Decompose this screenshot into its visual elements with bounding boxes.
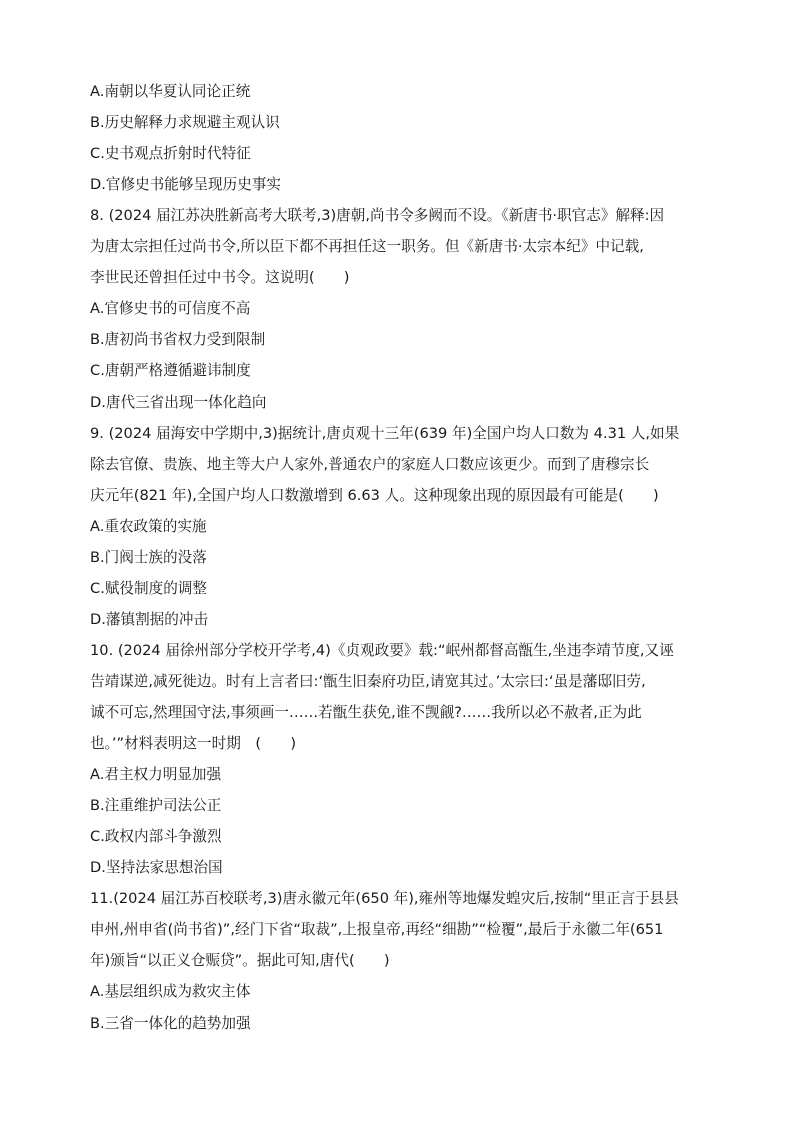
answer-option: B.历史解释力求规避主观认识 [90, 114, 280, 131]
question-stem-line: 9. (2024 届海安中学期中,3)据统计,唐贞观十三年(639 年)全国户均人口数为 4.31 人,如果 [90, 425, 680, 442]
answer-option: D.官修史书能够呈现历史事实 [90, 176, 282, 193]
question-stem-line: 10. (2024 届徐州部分学校开学考,4)《贞观政要》载:“岷州都督高甑生,坐违李靖节度,又诬 [90, 642, 674, 659]
answer-option: D.藩镇割据的冲击 [90, 611, 209, 628]
answer-option: B.唐初尚书省权力受到限制 [90, 331, 266, 348]
answer-option: A.基层组织成为救灾主体 [90, 983, 251, 1000]
answer-option: A.南朝以华夏认同论正统 [90, 83, 251, 100]
answer-option: C.唐朝严格遵循避讳制度 [90, 362, 251, 379]
answer-option: A.官修史书的可信度不高 [90, 300, 251, 317]
question-stem-line: 诚不可忘,然理国守法,事须画一……若甑生获免,谁不觊觎?……我所以必不赦者,正为此 [90, 704, 642, 721]
answer-option: D.唐代三省出现一体化趋向 [90, 394, 267, 411]
answer-option: B.门阀士族的没落 [90, 549, 207, 566]
answer-option: B.三省一体化的趋势加强 [90, 1015, 251, 1032]
question-stem-line: 年)颁旨“以正义仓赈贷”。据此可知,唐代( ) [90, 952, 390, 969]
answer-option: B.注重维护司法公正 [90, 797, 222, 814]
question-stem-line: 8. (2024 届江苏决胜新高考大联考,3)唐朝,尚书令多阙而不设。《新唐书·职官志》解释:因 [90, 207, 665, 224]
question-stem-line: 告靖谋逆,减死徙边。时有上言者曰:‘甑生旧秦府功臣,请宽其过。’太宗曰:‘虽是藩邸旧劳, [90, 673, 646, 690]
answer-option: C.史书观点折射时代特征 [90, 145, 251, 162]
question-stem-line: 除去官僚、贵族、地主等大户人家外,普通农户的家庭人口数应该更少。而到了唐穆宗长 [90, 456, 650, 473]
answer-option: C.赋役制度的调整 [90, 580, 207, 597]
question-stem-line: 11.(2024 届江苏百校联考,3)唐永徽元年(650 年),雍州等地爆发蝗灾后,按制“里正言于县县 [90, 890, 679, 907]
question-stem-line: 李世民还曾担任过中书令。这说明( ) [90, 269, 350, 286]
answer-option: A.重农政策的实施 [90, 518, 207, 535]
question-stem-line: 也。’”材料表明这一时期 ( ) [90, 735, 297, 752]
question-stem-line: 庆元年(821 年),全国户均人口数激增到 6.63 人。这种现象出现的原因最有可能是( ) [90, 487, 659, 504]
answer-option: D.坚持法家思想治国 [90, 859, 223, 876]
question-stem-line: 申州,州申省(尚书省)”,经门下省“取裁”,上报皇帝,再经“细勘”“检覆”,最后于永徽二年(651 [90, 921, 664, 938]
question-stem-line: 为唐太宗担任过尚书令,所以臣下都不再担任这一职务。但《新唐书·太宗本纪》中记载, [90, 238, 644, 255]
answer-option: C.政权内部斗争激烈 [90, 828, 222, 845]
answer-option: A.君主权力明显加强 [90, 766, 222, 783]
